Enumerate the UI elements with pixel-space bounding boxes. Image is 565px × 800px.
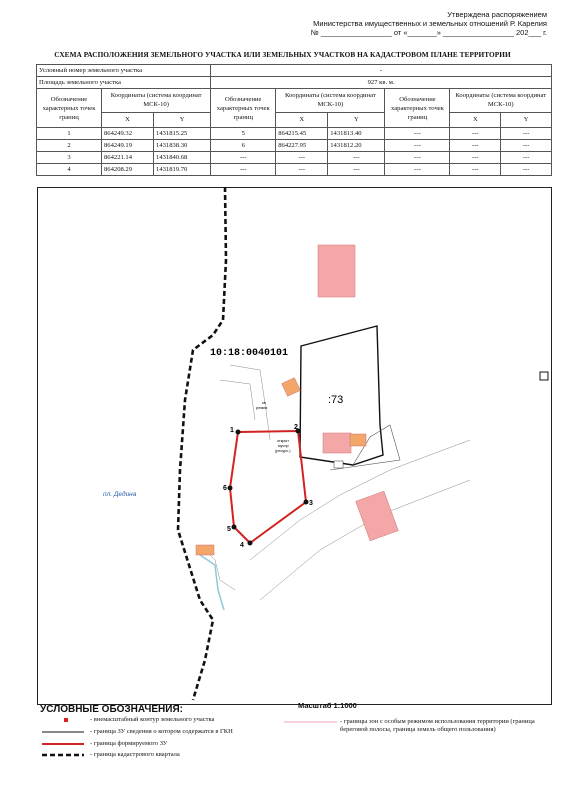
table-cell: --- — [328, 164, 385, 176]
map-small-label: открыт мусор (ресурс.) — [275, 439, 291, 453]
road-edge-line — [220, 380, 255, 420]
table-cell: --- — [276, 152, 328, 164]
col-y-header: Y — [154, 112, 211, 127]
table-cell: 4 — [37, 164, 102, 176]
legend-item: - граница ЗУ сведения о котором содержатся в ГКН — [90, 728, 233, 735]
col-coords-header: Координаты (система координат МСК-10) — [276, 89, 385, 113]
table-cell: --- — [501, 152, 552, 164]
building — [196, 545, 214, 555]
table-cell: 1431812.20 — [328, 140, 385, 152]
table-cell: 864249.32 — [102, 128, 154, 140]
ministry-label: Министерства имущественных и земельных отношений Р. Карелия — [313, 19, 547, 28]
point-label: 1 — [230, 427, 234, 434]
approved-by-label: Утверждена распоряжением — [447, 10, 547, 19]
quarter-number-label: 10:18:0040101 — [210, 348, 289, 359]
parcel-point-marker — [228, 486, 233, 491]
table-cell: --- — [501, 164, 552, 176]
legend-item: - граница формируемого ЗУ — [90, 740, 168, 747]
quarter-boundary-line — [178, 187, 226, 700]
table-cell: --- — [211, 164, 276, 176]
parcel-number-label: :73 — [328, 394, 344, 406]
table-cell: 6 — [211, 140, 276, 152]
point-label: 2 — [294, 424, 298, 431]
col-coords-header: Координаты (система координат МСК-10) — [450, 89, 552, 113]
col-coords-header: Координаты (система координат МСК-10) — [102, 89, 211, 113]
col-point-header: Обозначение характерных точек границ — [37, 89, 102, 128]
document-title: СХЕМА РАСПОЛОЖЕНИЯ ЗЕМЕЛЬНОГО УЧАСТКА ИЛИ ЗЕМЕЛЬНЫХ УЧАСТКОВ НА КАДАСТРОВОМ ПЛАНЕ ТЕРРИТОРИИ — [54, 50, 511, 59]
col-y-header: Y — [501, 112, 552, 127]
table-cell: 864215.45 — [276, 128, 328, 140]
table-cell: 5 — [211, 128, 276, 140]
col-x-header: X — [276, 112, 328, 127]
table-cell: 864227.95 — [276, 140, 328, 152]
stream-line — [200, 555, 224, 610]
table-cell: --- — [385, 164, 450, 176]
area-value: 927 кв. м. — [211, 77, 552, 89]
table-cell: 1 — [37, 128, 102, 140]
col-y-header: Y — [328, 112, 385, 127]
table-cell: 1431815.25 — [154, 128, 211, 140]
cond-number-label: Условный номер земельного участка — [37, 65, 211, 77]
table-cell: --- — [211, 152, 276, 164]
building — [350, 434, 366, 446]
table-cell: --- — [450, 140, 501, 152]
building — [318, 245, 355, 297]
table-cell: --- — [276, 164, 328, 176]
order-number-line: № _________________ от «_______» _________________ 202___ г. — [310, 28, 547, 37]
parcel-point-marker — [236, 430, 241, 435]
table-cell: --- — [328, 152, 385, 164]
table-cell: 1431813.40 — [328, 128, 385, 140]
point-label: 5 — [227, 526, 231, 533]
map-edge-marker — [540, 372, 548, 380]
building — [356, 491, 399, 541]
parcel-point-marker — [304, 500, 309, 505]
col-point-header: Обозначение характерных точек границ — [385, 89, 450, 128]
col-point-header: Обозначение характерных точек границ — [211, 89, 276, 128]
table-cell: --- — [385, 140, 450, 152]
street-label: пл. Дедина — [103, 491, 137, 498]
point-label: 4 — [240, 542, 244, 549]
table-cell: 2 — [37, 140, 102, 152]
legend-title: УСЛОВНЫЕ ОБОЗНАЧЕНИЯ: — [40, 704, 183, 715]
cond-number-value: - — [211, 65, 552, 77]
map-small-label: кн ремиз — [256, 400, 268, 410]
building — [323, 433, 351, 453]
parcel-point-marker — [232, 525, 237, 530]
col-x-header: X — [102, 112, 154, 127]
area-label: Площадь земельного участка — [37, 77, 211, 89]
building — [282, 378, 301, 397]
formed-parcel-boundary — [230, 431, 306, 543]
table-cell: 1431838.30 — [154, 140, 211, 152]
parcel-point-marker — [248, 541, 253, 546]
table-cell: --- — [501, 140, 552, 152]
point-label: 6 — [223, 485, 227, 492]
table-cell: 864208.29 — [102, 164, 154, 176]
col-x-header: X — [450, 112, 501, 127]
scale-label: Масштаб 1:1000 — [298, 701, 357, 710]
legend-item: - внемасштабный контур земельного участка — [90, 716, 215, 723]
table-cell: --- — [450, 164, 501, 176]
building — [334, 461, 343, 468]
legend-item: - граница кадастрового квартала — [90, 751, 180, 758]
table-cell: --- — [450, 128, 501, 140]
table-cell: --- — [385, 128, 450, 140]
table-cell: --- — [450, 152, 501, 164]
legend-zone-item: - границы зон с особым режимом использования территории (граница береговой полосы, граница земель общего пользования) — [340, 718, 535, 733]
table-cell: 1431840.68 — [154, 152, 211, 164]
point-label: 3 — [309, 500, 313, 507]
table-cell: 864249.19 — [102, 140, 154, 152]
table-cell: 864221.14 — [102, 152, 154, 164]
legend-symbol-point — [64, 718, 68, 722]
table-cell: 1431819.70 — [154, 164, 211, 176]
table-cell: --- — [501, 128, 552, 140]
table-cell: 3 — [37, 152, 102, 164]
table-cell: --- — [385, 152, 450, 164]
